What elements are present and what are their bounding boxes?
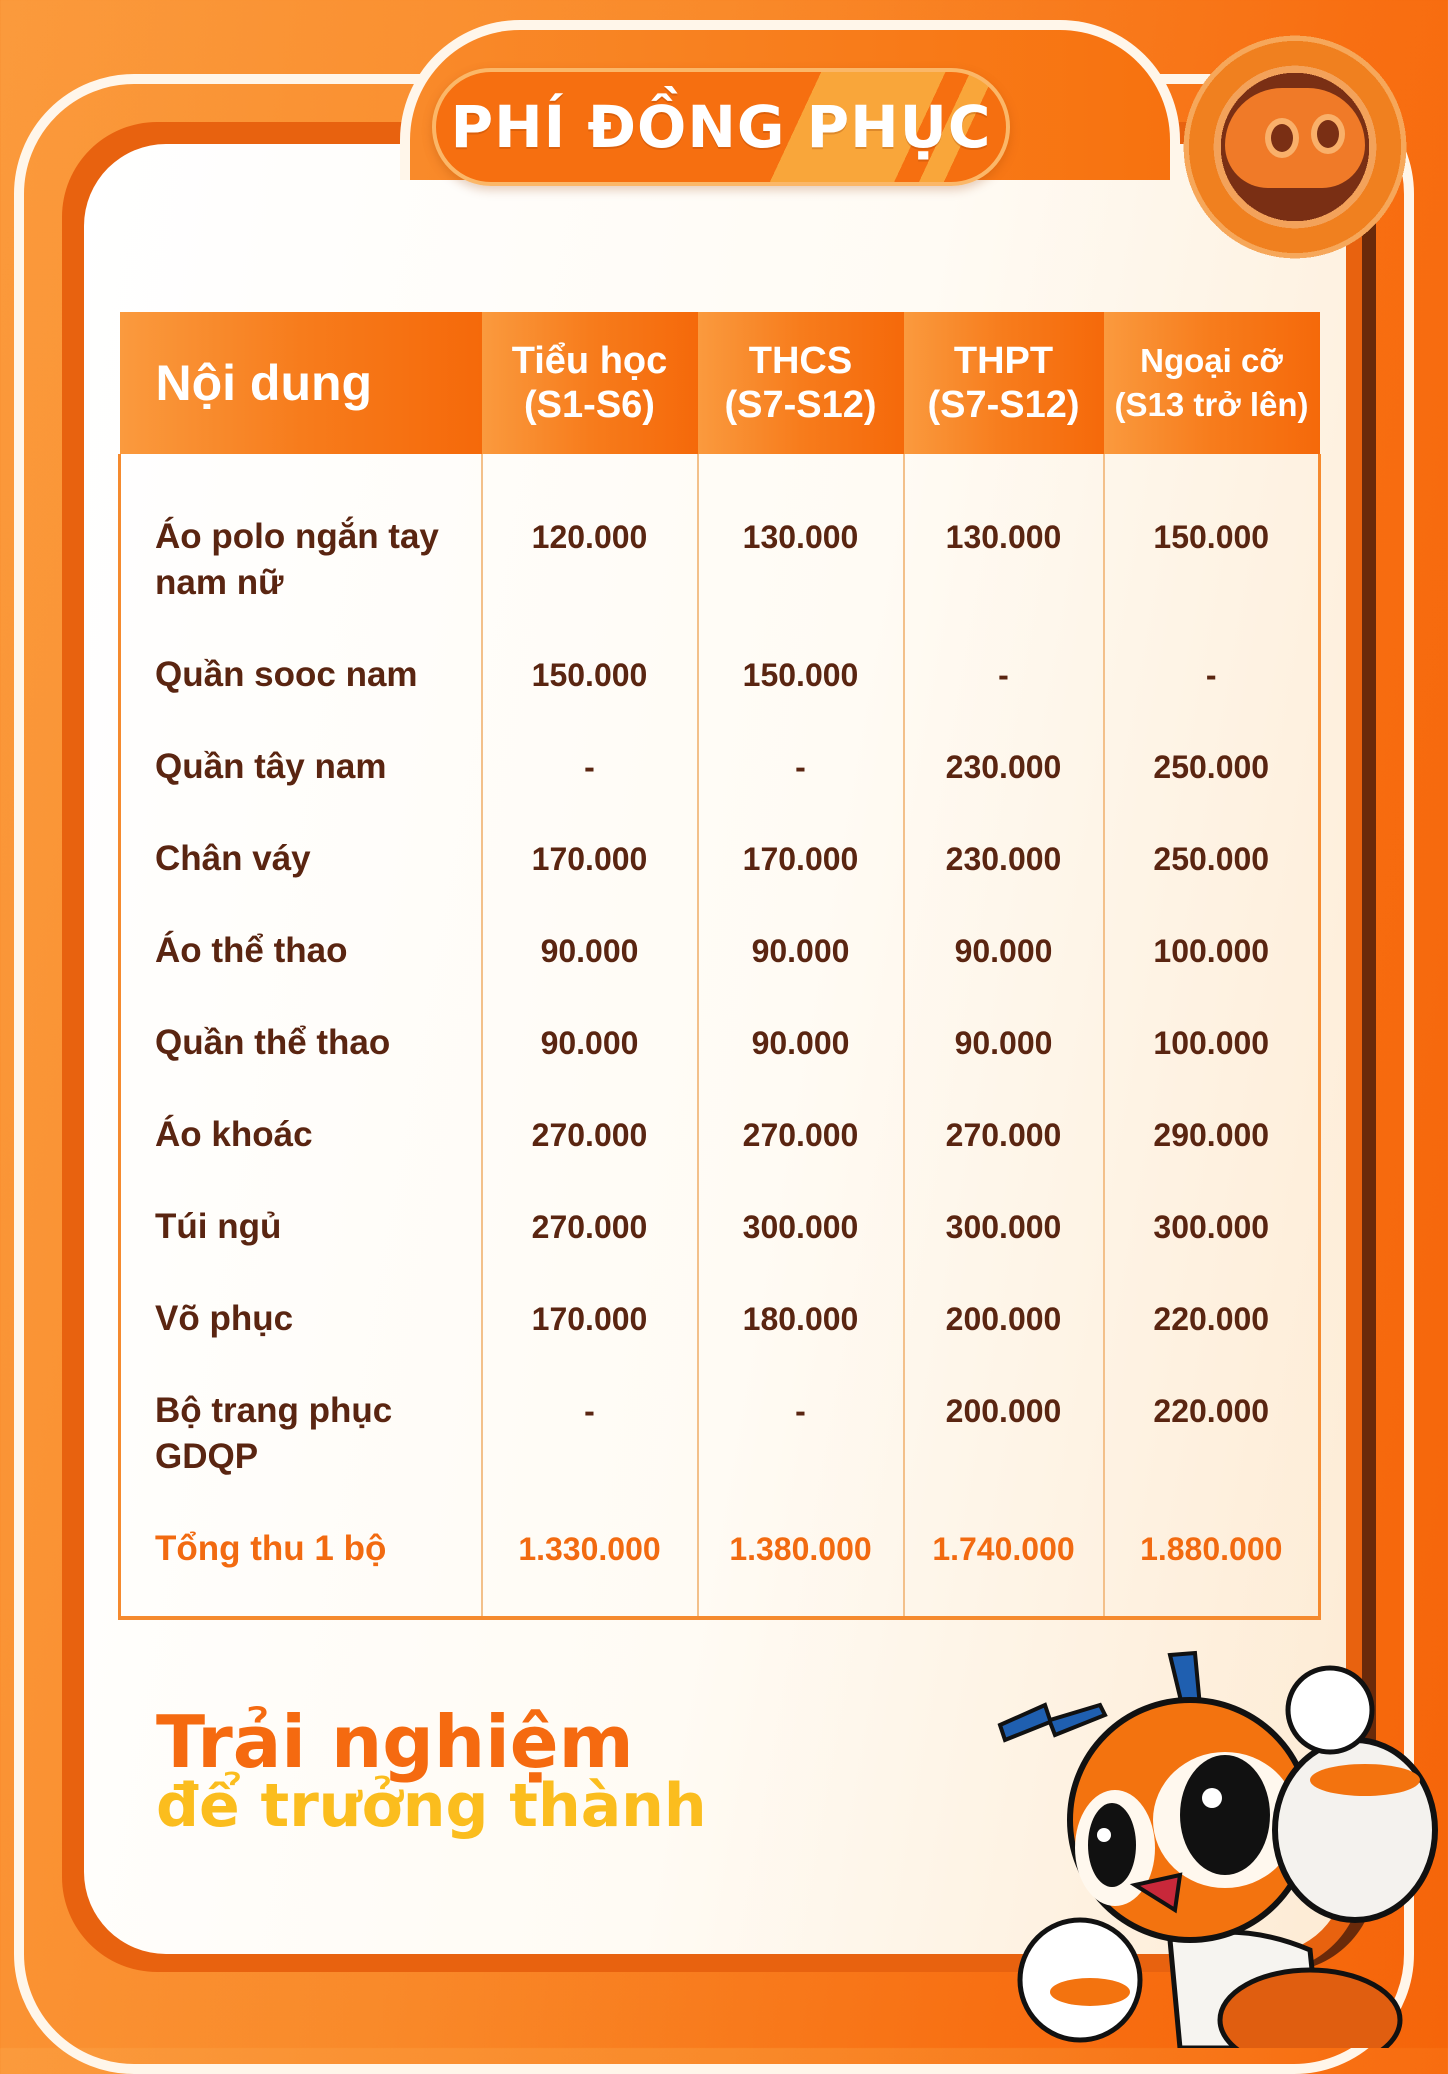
row-item-label: Áo polo ngắn tay nam nữ — [120, 454, 482, 652]
price-cell: - — [904, 652, 1104, 744]
price-cell: 300.000 — [698, 1204, 904, 1296]
total-label: Tổng thu 1 bộ — [120, 1526, 482, 1618]
price-cell: 90.000 — [698, 1020, 904, 1112]
uniform-fee-table — [118, 312, 1321, 1620]
price-cell: 230.000 — [904, 836, 1104, 928]
price-cell: 220.000 — [1104, 1296, 1320, 1388]
total-row — [120, 1526, 1320, 1618]
table-row — [120, 1204, 1320, 1296]
price-cell: 170.000 — [698, 836, 904, 928]
price-cell: 100.000 — [1104, 928, 1320, 1020]
table-row — [120, 836, 1320, 928]
price-cell: 90.000 — [698, 928, 904, 1020]
row-item-label: Áo thể thao — [120, 928, 482, 1020]
ant-mascot-illustration — [980, 1620, 1448, 2048]
price-cell: 90.000 — [904, 928, 1104, 1020]
slogan-line-1: Trải nghiệm — [156, 1700, 634, 1784]
price-cell: 90.000 — [482, 928, 698, 1020]
table-row — [120, 652, 1320, 744]
table-row — [120, 454, 1320, 652]
price-cell: 270.000 — [482, 1112, 698, 1204]
slogan-line-2: để trưởng thành — [156, 1771, 707, 1841]
column-header-oversize: Ngoại cỡ (S13 trở lên) — [1104, 312, 1320, 454]
column-header-thpt: THPT (S7-S12) — [904, 312, 1104, 454]
price-cell: 220.000 — [1104, 1388, 1320, 1526]
price-cell: 120.000 — [482, 454, 698, 652]
row-item-label: Áo khoác — [120, 1112, 482, 1204]
total-cell: 1.880.000 — [1104, 1526, 1320, 1618]
table-row — [120, 928, 1320, 1020]
row-item-label: Bộ trang phục GDQP — [120, 1388, 482, 1526]
price-cell: 200.000 — [904, 1296, 1104, 1388]
price-cell: - — [482, 1388, 698, 1526]
table-row — [120, 1020, 1320, 1112]
price-cell: 250.000 — [1104, 744, 1320, 836]
price-cell: 180.000 — [698, 1296, 904, 1388]
price-cell: - — [698, 744, 904, 836]
price-cell: 150.000 — [1104, 454, 1320, 652]
slogan — [156, 1700, 707, 1841]
row-item-label: Túi ngủ — [120, 1204, 482, 1296]
table-row — [120, 744, 1320, 836]
table-row — [120, 1388, 1320, 1526]
price-cell: - — [482, 744, 698, 836]
badge-ant-face-icon — [1225, 88, 1365, 188]
price-cell: 170.000 — [482, 1296, 698, 1388]
column-header-item: Nội dung — [120, 312, 482, 454]
price-cell: 90.000 — [482, 1020, 698, 1112]
price-cell: 150.000 — [482, 652, 698, 744]
price-cell: 250.000 — [1104, 836, 1320, 928]
column-header-primary: Tiểu học (S1-S6) — [482, 312, 698, 454]
row-item-label: Chân váy — [120, 836, 482, 928]
table-header-row — [120, 312, 1320, 454]
row-item-label: Quần sooc nam — [120, 652, 482, 744]
price-cell: 130.000 — [698, 454, 904, 652]
price-cell: - — [698, 1388, 904, 1526]
price-cell: 300.000 — [904, 1204, 1104, 1296]
price-cell: - — [1104, 652, 1320, 744]
total-cell: 1.740.000 — [904, 1526, 1104, 1618]
price-cell: 130.000 — [904, 454, 1104, 652]
total-cell: 1.380.000 — [698, 1526, 904, 1618]
page-title: PHÍ ĐỒNG PHỤC — [450, 93, 992, 161]
badge-eye-icon — [1311, 114, 1345, 154]
total-cell: 1.330.000 — [482, 1526, 698, 1618]
row-item-label: Quần tây nam — [120, 744, 482, 836]
page-title-banner — [432, 68, 1010, 186]
price-cell: 300.000 — [1104, 1204, 1320, 1296]
price-cell: 150.000 — [698, 652, 904, 744]
price-cell: 170.000 — [482, 836, 698, 928]
price-cell: 290.000 — [1104, 1112, 1320, 1204]
column-header-thcs: THCS (S7-S12) — [698, 312, 904, 454]
table-row — [120, 1296, 1320, 1388]
price-cell: 230.000 — [904, 744, 1104, 836]
price-cell: 100.000 — [1104, 1020, 1320, 1112]
price-cell: 270.000 — [904, 1112, 1104, 1204]
table-row — [120, 1112, 1320, 1204]
price-cell: 90.000 — [904, 1020, 1104, 1112]
price-cell: 270.000 — [698, 1112, 904, 1204]
price-cell: 270.000 — [482, 1204, 698, 1296]
price-cell: 200.000 — [904, 1388, 1104, 1526]
badge-eye-icon — [1265, 118, 1299, 158]
row-item-label: Võ phục — [120, 1296, 482, 1388]
row-item-label: Quần thể thao — [120, 1020, 482, 1112]
